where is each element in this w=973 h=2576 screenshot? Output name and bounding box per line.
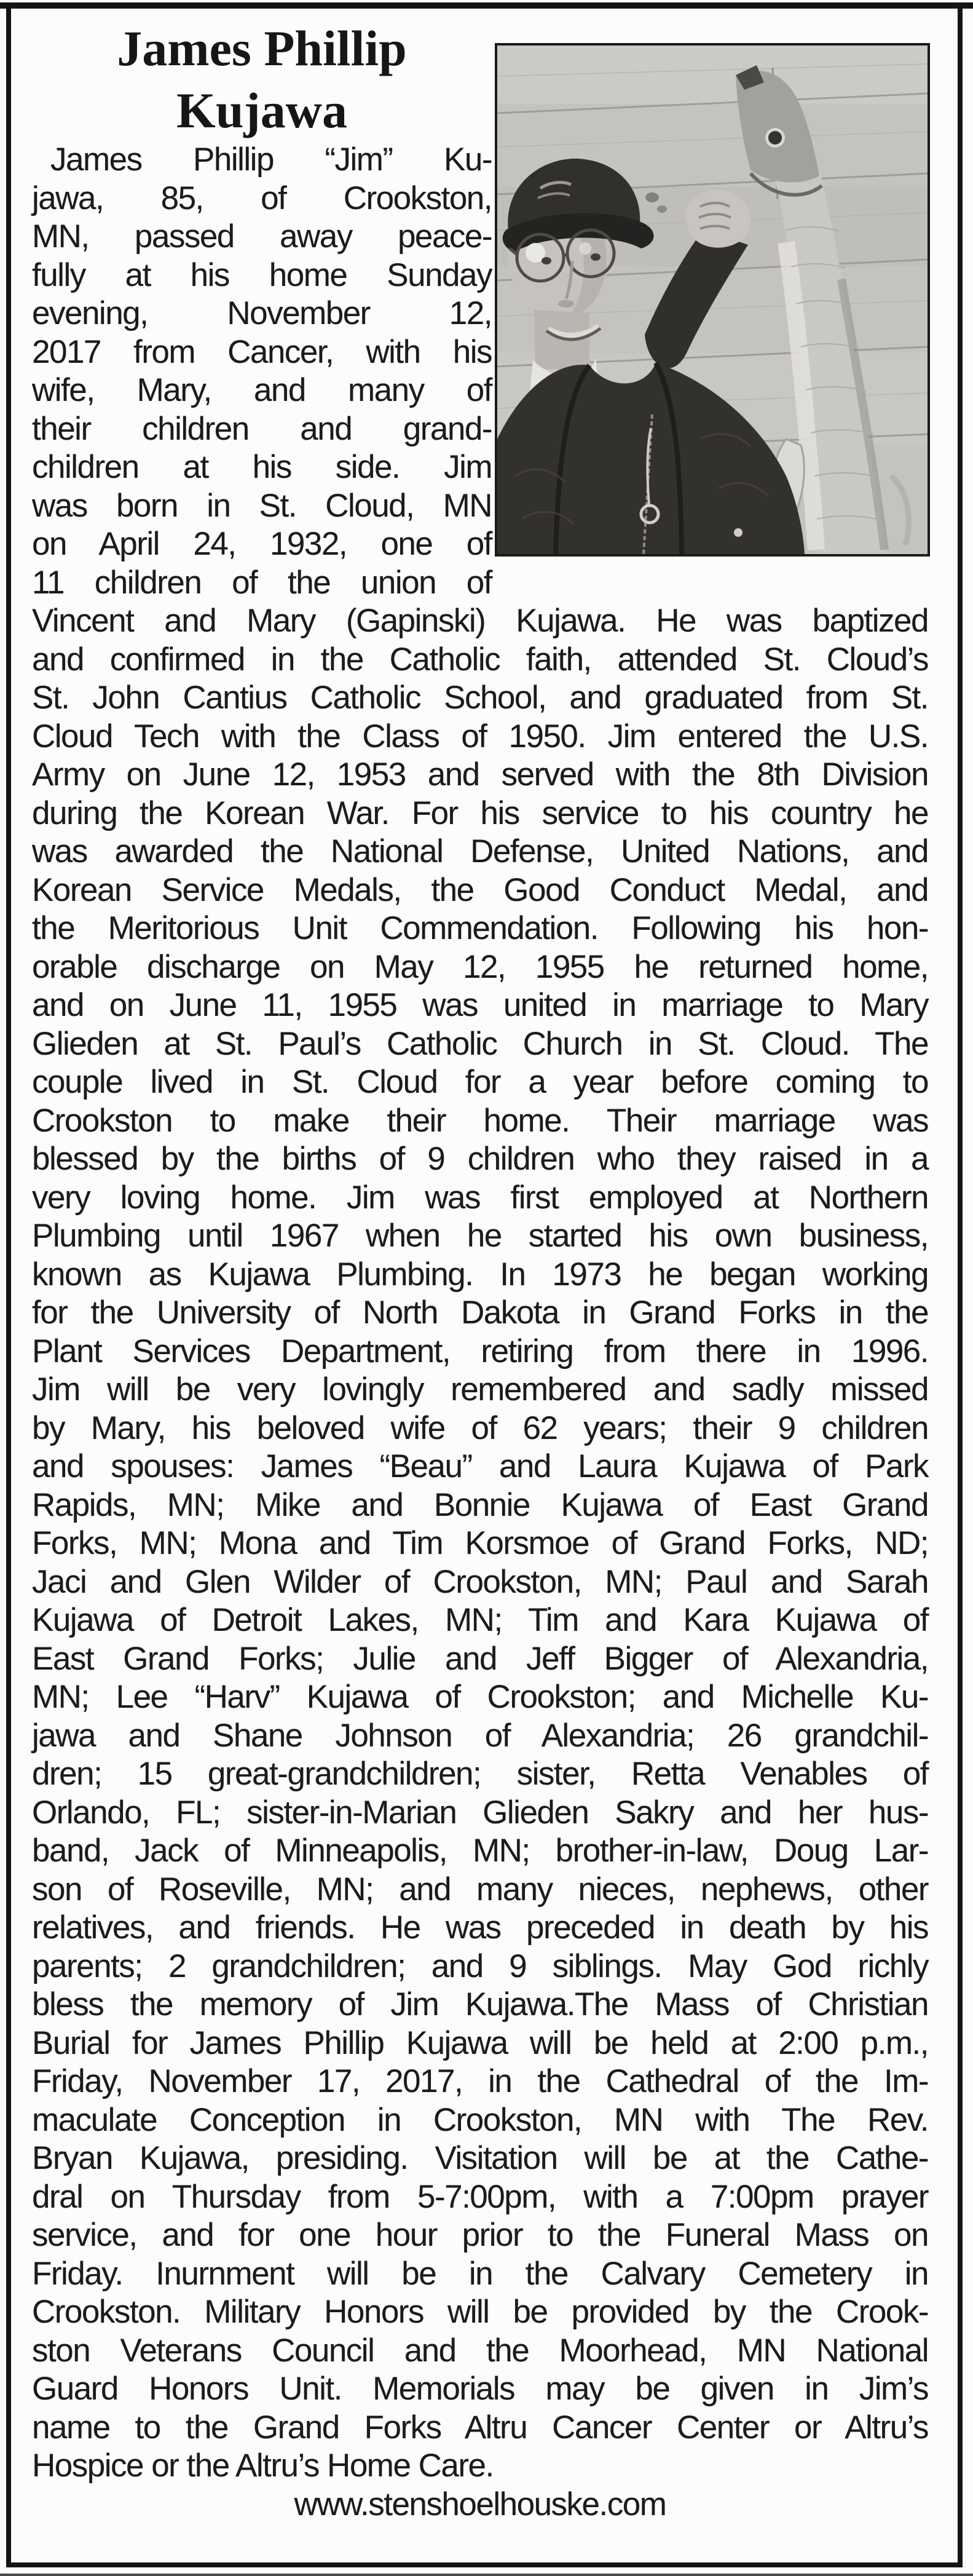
title-line-1: James Phillip — [117, 20, 407, 76]
body-narrow-column — [32, 141, 492, 602]
body-text-line: Friday. Inurnment will be in the Calvary Cemetery in — [32, 2255, 928, 2292]
body-text-line: Glieden at St. Paul’s Catholic Church in St. Cloud. The — [32, 1025, 928, 1062]
body-text-line: couple lived in St. Cloud for a year before coming to — [32, 1064, 928, 1100]
body-text-line: and confirmed in the Catholic faith, attended St. Cloud’s — [32, 641, 928, 678]
body-text-line: 11 children of the union of — [32, 564, 492, 601]
body-text-line: evening, November 12, — [32, 295, 492, 331]
body-text-line: name to the Grand Forks Altru Cancer Center or Altru’s — [32, 2409, 928, 2446]
obituary-title — [32, 17, 492, 141]
body-text-line: St. John Cantius Catholic School, and graduated from St. — [32, 680, 928, 716]
body-text-line: during the Korean War. For his service to his country he — [32, 795, 928, 831]
body-text-line: son of Roseville, MN; and many nieces, nephews, other — [32, 1871, 928, 1908]
body-text-line: children at his side. Jim — [32, 449, 492, 485]
body-text-line: MN; Lee “Harv” Kujawa of Crookston; and Michelle Ku- — [32, 1679, 928, 1715]
scan-edge-artifact-bottom — [0, 2574, 973, 2576]
body-text-line: ston Veterans Council and the Moorhead, MN National — [32, 2332, 928, 2369]
website-url: www.stenshoelhouske.com — [294, 2486, 666, 2522]
body-text-line: 2017 from Cancer, with his — [32, 333, 492, 370]
body-text-line: was awarded the National Defense, United Nations, and — [32, 833, 928, 870]
body-text-line: parents; 2 grandchildren; and 9 siblings. May God richly — [32, 1948, 928, 1984]
body-text-line: Burial for James Phillip Kujawa will be held at 2:00 p.m., — [32, 2024, 928, 2061]
body-text-line: Forks, MN; Mona and Tim Korsmoe of Grand Forks, ND; — [32, 1525, 928, 1561]
body-text-line: Friday, November 17, 2017, in the Cathedral of the Im- — [32, 2063, 928, 2099]
body-text-line: on April 24, 1932, one of — [32, 526, 492, 562]
body-last-line: Hospice or the Altru’s Home Care. — [32, 2447, 494, 2484]
body-text-line: orable discharge on May 12, 1955 he returned home, — [32, 948, 928, 985]
body-text-line: Korean Service Medals, the Good Conduct Medal, and — [32, 871, 928, 908]
body-text-line: band, Jack of Minneapolis, MN; brother-in-law, Doug Lar- — [32, 1833, 928, 1869]
body-text-line: Cloud Tech with the Class of 1950. Jim entered the U.S. — [32, 718, 928, 755]
body-text-line: by Mary, his beloved wife of 62 years; their 9 children — [32, 1409, 928, 1446]
body-text-line: MN, passed away peace- — [32, 218, 492, 255]
body-text-line: blessed by the births of 9 children who they raised in a — [32, 1141, 928, 1177]
body-text-line: Army on June 12, 1953 and served with the 8th Division — [32, 756, 928, 793]
body-text-line: maculate Conception in Crookston, MN with The Rev. — [32, 2101, 928, 2138]
body-text-line: Jaci and Glen Wilder of Crookston, MN; Paul and Sarah — [32, 1563, 928, 1600]
body-text-line: dral on Thursday from 5-7:00pm, with a 7:00pm prayer — [32, 2178, 928, 2215]
body-text-line: James Phillip “Jim” Ku- — [50, 141, 492, 178]
body-text-line: the Meritorious Unit Commendation. Following his hon- — [32, 910, 928, 946]
body-text-line: very loving home. Jim was first employed at Northern — [32, 1179, 928, 1216]
body-text-line: fully at his home Sunday — [32, 256, 492, 293]
title-line-2: Kujawa — [176, 82, 347, 138]
body-text-line: wife, Mary, and many of — [32, 372, 492, 408]
body-text-line: East Grand Forks; Julie and Jeff Bigger of Alexandria, — [32, 1640, 928, 1677]
body-text-line: Vincent and Mary (Gapinski) Kujawa. He was baptized — [32, 603, 928, 639]
body-text-line: Bryan Kujawa, presiding. Visitation will be at the Cathe- — [32, 2140, 928, 2176]
body-text-line: Crookston to make their home. Their marriage was — [32, 1102, 928, 1139]
body-text-line: their children and grand- — [32, 410, 492, 447]
body-text-line: was born in St. Cloud, MN — [32, 487, 492, 524]
body-wide-column — [32, 602, 928, 2447]
body-text-line: jawa, 85, of Crookston, — [32, 180, 492, 216]
body-text-line: Plant Services Department, retiring from there in 1996. — [32, 1333, 928, 1369]
body-text-line: Rapids, MN; Mike and Bonnie Kujawa of East Grand — [32, 1486, 928, 1523]
body-text-line: service, and for one hour prior to the Funeral Mass on — [32, 2217, 928, 2253]
body-text-line: Plumbing until 1967 when he started his own business, — [32, 1218, 928, 1254]
body-text-line: dren; 15 great-grandchildren; sister, Retta Venables of — [32, 1756, 928, 1792]
body-text-line: Guard Honors Unit. Memorials may be given in Jim’s — [32, 2371, 928, 2407]
body-text-line: relatives, and friends. He was preceded in death by his — [32, 1909, 928, 1946]
body-text-line: bless the memory of Jim Kujawa.The Mass of Christian — [32, 1986, 928, 2023]
body-text-line: known as Kujawa Plumbing. In 1973 he began working — [32, 1256, 928, 1293]
scan-edge-artifact-top — [0, 2, 973, 9]
obituary-body — [32, 141, 928, 2524]
body-text-line: Crookston. Military Honors will be provided by the Crook- — [32, 2294, 928, 2330]
body-text-line: Orlando, FL; sister-in-Marian Glieden Sakry and her hus- — [32, 1794, 928, 1831]
body-text-line: and on June 11, 1955 was united in marriage to Mary — [32, 987, 928, 1023]
body-text-line: and spouses: James “Beau” and Laura Kujawa of Park — [32, 1448, 928, 1484]
body-text-line: Kujawa of Detroit Lakes, MN; Tim and Kara Kujawa of — [32, 1602, 928, 1638]
body-text-line: for the University of North Dakota in Grand Forks in the — [32, 1294, 928, 1331]
body-text-line: Jim will be very lovingly remembered and sadly missed — [32, 1371, 928, 1408]
body-text-line: jawa and Shane Johnson of Alexandria; 26 grandchil- — [32, 1717, 928, 1754]
